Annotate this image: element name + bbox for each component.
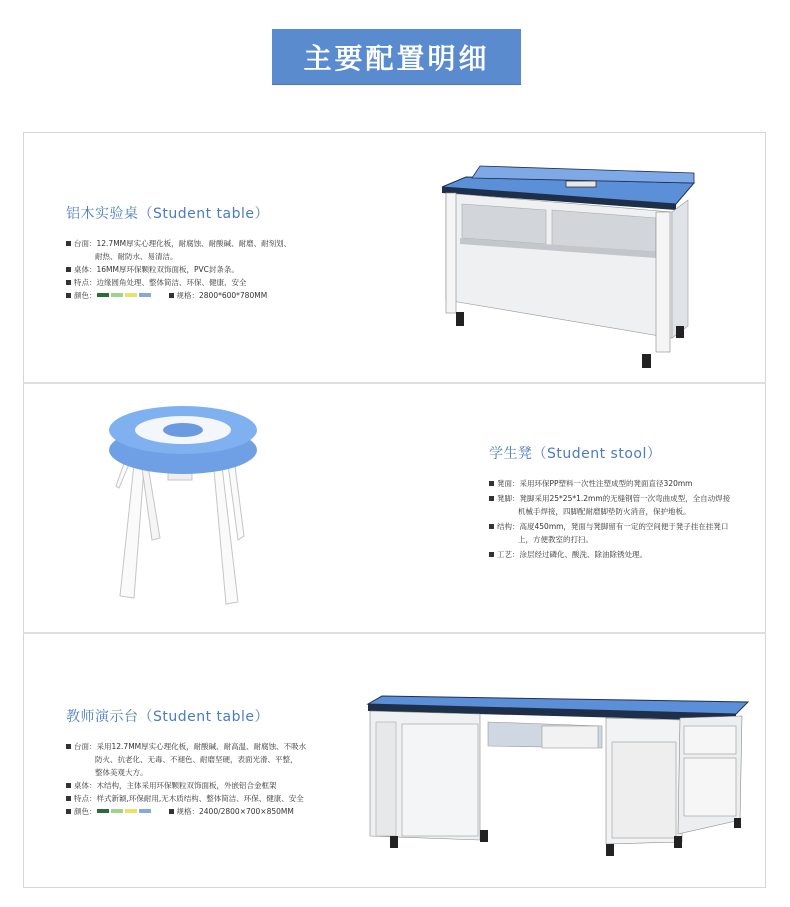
spec-item: 工艺：涂层经过磷化、酸洗、除油除锈处理。 <box>489 548 730 561</box>
product-title: 教师演示台（Student table） <box>66 709 270 725</box>
color-swatch <box>139 809 151 813</box>
student-stool-image <box>104 406 264 618</box>
product-title: 铝木实验桌（Student table） <box>66 206 270 222</box>
section-divider <box>23 632 766 634</box>
color-swatch <box>125 293 137 297</box>
color-swatch <box>111 293 123 297</box>
student-table-image <box>436 160 704 375</box>
header-banner <box>272 29 521 84</box>
bullet-icon <box>489 552 494 557</box>
size-label: 规格：2400/2800×700×850MM <box>176 807 294 816</box>
color-row: 颜色： 规格：2400/2800×700×850MM <box>66 805 306 818</box>
size-label: 规格：2800*600*780MM <box>176 291 268 300</box>
section-divider <box>23 382 766 384</box>
page-title: 主要配置明细 <box>303 41 490 75</box>
bullet-icon <box>66 783 71 788</box>
product-info-stool: 学生凳（Student stool） 凳面：采用环保PP塑料一次性注塑成型的凳面直径320mm 凳脚：凳脚采用25*25*1.2mm的无缝钢管一次弯曲成型，全自动焊接 机械手焊接，四脚配耐磨脚垫防火消音，保护地板。 结构：高度450mm，凳面与凳脚留有一定的空间便于凳子挂在挂凳口 上，方便教室的打扫。 工艺：涂层经过磷化、酸洗、除油除锈处理。 <box>489 443 730 561</box>
spec-item: 台面：12.7MM厚实心理化板，耐腐蚀、耐酸碱、耐磨、耐刻划、 <box>66 237 291 250</box>
bullet-icon <box>66 809 71 814</box>
bullet-icon <box>169 293 174 298</box>
spec-item: 凳面：采用环保PP塑料一次性注塑成型的凳面直径320mm <box>489 477 730 490</box>
color-row: 颜色： 规格：2800*600*780MM <box>66 289 291 302</box>
bullet-icon <box>66 280 71 285</box>
color-swatch <box>111 809 123 813</box>
spec-item: 特点：样式新颖,环保耐用,无木质结构、整体简洁、环保、健康、安全 <box>66 792 306 805</box>
spec-item: 桌体：16MM厚环保颗粒双饰面板，PVC封条条。 <box>66 263 291 276</box>
bullet-icon <box>66 744 71 749</box>
spec-item: 凳脚：凳脚采用25*25*1.2mm的无缝钢管一次弯曲成型，全自动焊接 <box>489 492 730 505</box>
spec-item: 桌体：木结构，主体采用环保颗粒双饰面板，外嵌铝合金框架 <box>66 779 306 792</box>
bullet-icon <box>489 496 494 501</box>
product-title: 学生凳（Student stool） <box>489 446 662 462</box>
color-swatch <box>125 809 137 813</box>
bullet-icon <box>66 267 71 272</box>
color-swatch <box>139 293 151 297</box>
spec-item: 台面：采用12.7MM厚实心理化板，耐酸碱、耐高温、耐腐蚀、不吸水 <box>66 740 306 753</box>
bullet-icon <box>66 241 71 246</box>
spec-item: 结构：高度450mm，凳面与凳脚留有一定的空间便于凳子挂在挂凳口 <box>489 520 730 533</box>
product-info-demo-table: 教师演示台（Student table） 台面：采用12.7MM厚实心理化板，耐酸碱、耐高温、耐腐蚀、不吸水 防火、抗老化、无毒、不褪色、耐磨坚硬，表面光滑、平整， 整体美观大方。 桌体：木结构，主体采用环保颗粒双饰面板，外嵌铝合金框架 特点：样式新颖,环保耐用,无木质结构、整体简洁、环保、健康、安全 颜色： 规格：2400/2800×700×850MM <box>66 706 306 818</box>
color-swatch <box>97 809 109 813</box>
bullet-icon <box>489 481 494 486</box>
bullet-icon <box>66 796 71 801</box>
spec-item: 特点：边缘圆角处理、整体简洁、环保、健康、安全 <box>66 276 291 289</box>
bullet-icon <box>489 524 494 529</box>
demo-table-image <box>362 690 754 858</box>
bullet-icon <box>66 293 71 298</box>
color-swatch <box>97 293 109 297</box>
bullet-icon <box>169 809 174 814</box>
product-info-table: 铝木实验桌（Student table） 台面：12.7MM厚实心理化板，耐腐蚀、耐酸碱、耐磨、耐刻划、 耐热、耐防水、易清洁。 桌体：16MM厚环保颗粒双饰面板，PVC封条条。 特点：边缘圆角处理、整体简洁、环保、健康、安全 颜色： 规格：2800*600*780MM <box>66 203 291 302</box>
